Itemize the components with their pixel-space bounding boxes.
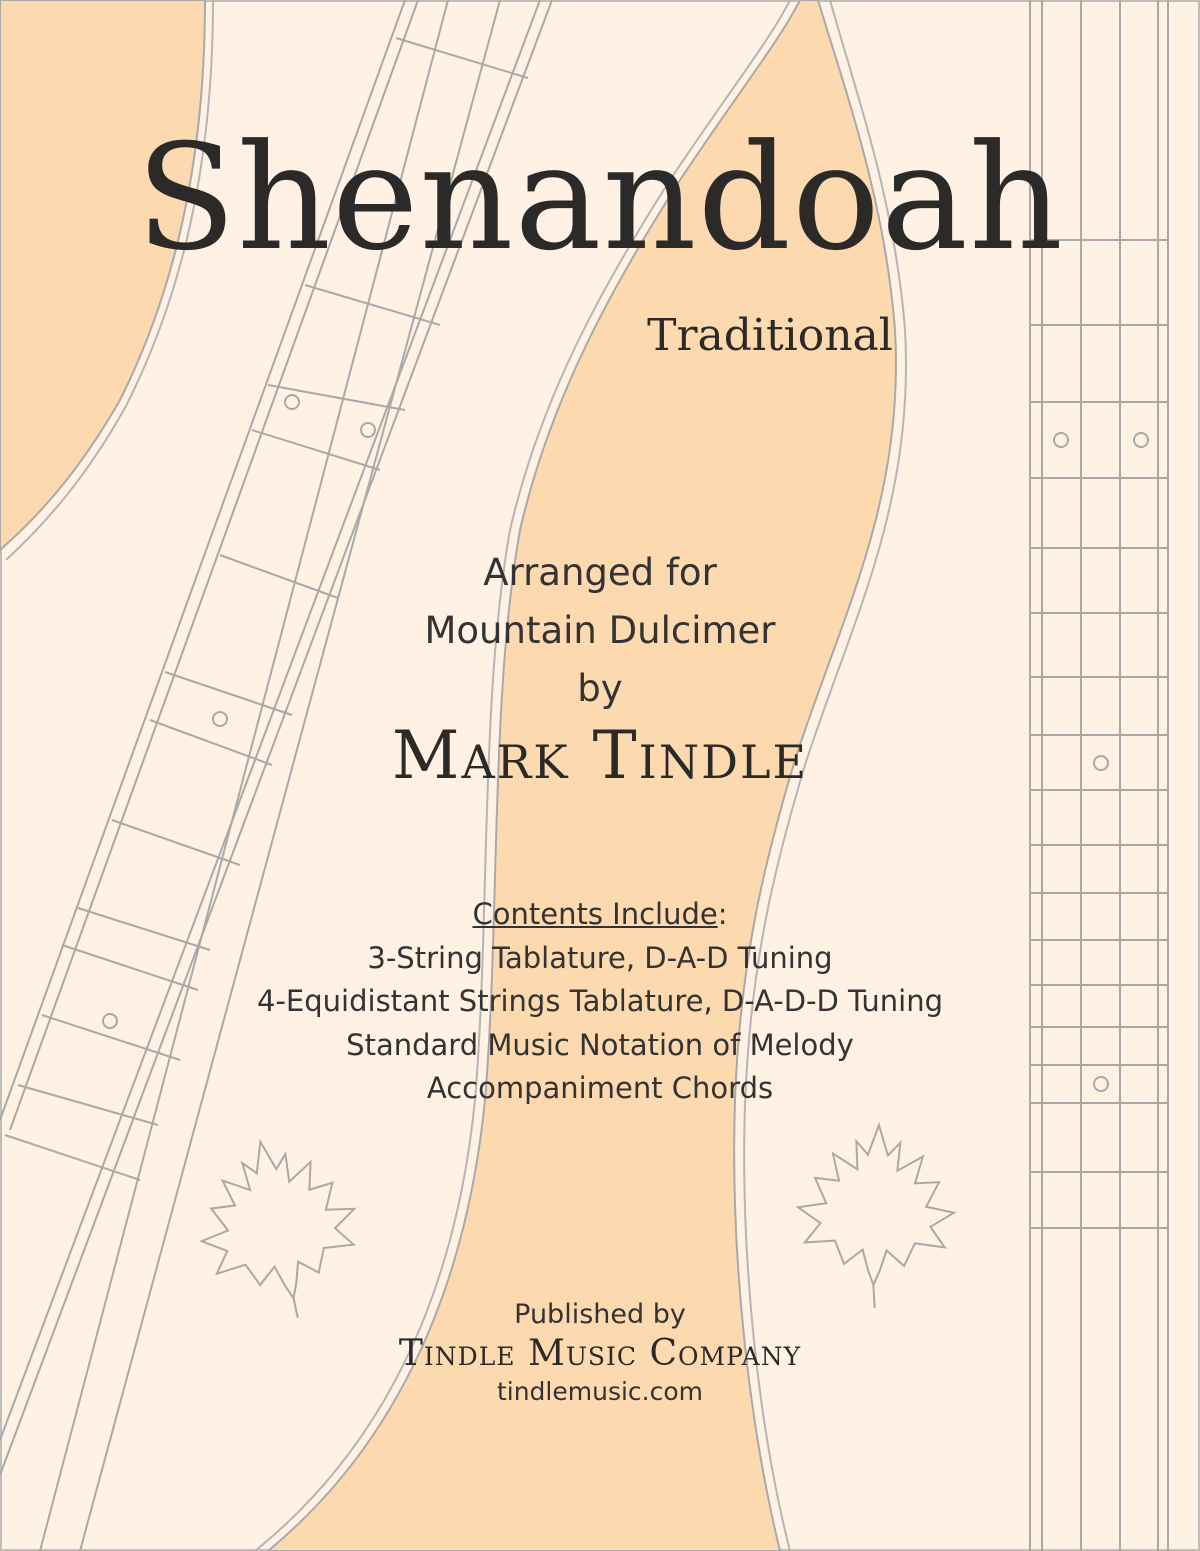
publisher-name: Tindle Music Company: [398, 1333, 802, 1374]
arranger-name: Mark Tindle: [391, 717, 809, 794]
subtitle: Traditional: [647, 310, 893, 361]
contents-heading-colon: :: [717, 897, 728, 931]
contents-item: Accompaniment Chords: [426, 1071, 774, 1105]
page-title: Shenandoah: [136, 113, 1064, 283]
contents-list: [0, 893, 1200, 1111]
arranged-line: by: [577, 667, 623, 710]
contents-heading: [0, 893, 1200, 937]
contents-item: 3-String Tablature, D-A-D Tuning: [367, 940, 833, 975]
arranged-for-block: [0, 544, 1200, 718]
arranged-line: Arranged for: [483, 551, 717, 594]
website-link[interactable]: tindlemusic.com: [496, 1377, 704, 1406]
contents-item: Standard Music Notation of Melody: [346, 1027, 854, 1062]
published-by-label: Published by: [514, 1299, 686, 1330]
arranged-line: Mountain Dulcimer: [424, 609, 776, 652]
contents-item: 4-Equidistant Strings Tablature, D-A-D-D Tuning: [257, 984, 943, 1018]
contents-heading-label: Contents Include: [472, 897, 718, 931]
